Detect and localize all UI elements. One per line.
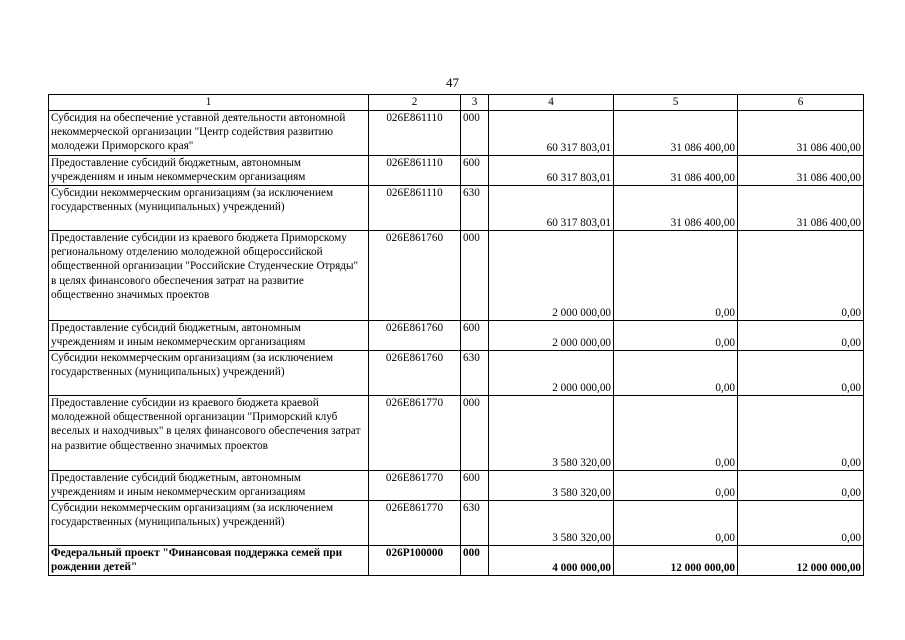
row-amount-col6: 31 086 400,00	[738, 186, 864, 231]
row-amount-col5: 12 000 000,00	[614, 546, 738, 576]
table-row	[49, 231, 864, 321]
row-amount-col4: 3 580 320,00	[489, 471, 614, 501]
row-amount-col4: 60 317 803,01	[489, 156, 614, 186]
table-row	[49, 111, 864, 156]
row-description: Предоставление субсидий бюджетным, автономным учреждениям и иным некоммерческим организациям	[49, 321, 369, 351]
table-row	[49, 501, 864, 546]
row-expense-type: 630	[461, 186, 489, 231]
row-description: Субсидии некоммерческим организациям (за исключением государственных (муниципальных) учреждений)	[49, 501, 369, 546]
row-amount-col6: 0,00	[738, 501, 864, 546]
row-amount-col4: 2 000 000,00	[489, 321, 614, 351]
page-number: 47	[446, 75, 459, 90]
row-expense-type: 000	[461, 396, 489, 471]
table-header-row	[49, 95, 864, 111]
row-amount-col5: 0,00	[614, 396, 738, 471]
row-expense-type: 600	[461, 321, 489, 351]
row-target-code: 026E861770	[369, 396, 461, 471]
row-amount-col6: 0,00	[738, 321, 864, 351]
row-amount-col6: 31 086 400,00	[738, 156, 864, 186]
row-amount-col6: 31 086 400,00	[738, 111, 864, 156]
table-row	[49, 321, 864, 351]
row-target-code: 026E861760	[369, 321, 461, 351]
row-target-code: 026E861760	[369, 231, 461, 321]
row-target-code: 026E861770	[369, 471, 461, 501]
row-amount-col4: 60 317 803,01	[489, 186, 614, 231]
row-amount-col5: 31 086 400,00	[614, 111, 738, 156]
header-cell-4: 4	[489, 95, 614, 111]
table-row	[49, 351, 864, 396]
row-amount-col6: 0,00	[738, 471, 864, 501]
table-row	[49, 396, 864, 471]
row-amount-col4: 60 317 803,01	[489, 111, 614, 156]
row-amount-col6: 0,00	[738, 231, 864, 321]
row-description: Федеральный проект "Финансовая поддержка семей при рождении детей"	[49, 546, 369, 576]
row-amount-col4: 2 000 000,00	[489, 231, 614, 321]
header-cell-3: 3	[461, 95, 489, 111]
row-description: Субсидии некоммерческим организациям (за исключением государственных (муниципальных) учреждений)	[49, 351, 369, 396]
row-amount-col5: 0,00	[614, 471, 738, 501]
row-expense-type: 600	[461, 156, 489, 186]
row-target-code: 026E861110	[369, 156, 461, 186]
row-expense-type: 600	[461, 471, 489, 501]
row-expense-type: 630	[461, 501, 489, 546]
row-target-code: 026E861110	[369, 111, 461, 156]
row-amount-col6: 0,00	[738, 396, 864, 471]
header-cell-2: 2	[369, 95, 461, 111]
row-description: Субсидии некоммерческим организациям (за исключением государственных (муниципальных) учреждений)	[49, 186, 369, 231]
row-amount-col6: 0,00	[738, 351, 864, 396]
row-target-code: 026P100000	[369, 546, 461, 576]
row-amount-col5: 0,00	[614, 321, 738, 351]
row-expense-type: 000	[461, 231, 489, 321]
row-amount-col5: 0,00	[614, 351, 738, 396]
table-row	[49, 156, 864, 186]
row-expense-type: 000	[461, 546, 489, 576]
row-amount-col5: 31 086 400,00	[614, 186, 738, 231]
row-target-code: 026E861770	[369, 501, 461, 546]
row-target-code: 026E861110	[369, 186, 461, 231]
row-expense-type: 630	[461, 351, 489, 396]
row-amount-col5: 0,00	[614, 501, 738, 546]
row-amount-col4: 3 580 320,00	[489, 396, 614, 471]
row-amount-col4: 4 000 000,00	[489, 546, 614, 576]
table-row	[49, 546, 864, 576]
table-row	[49, 186, 864, 231]
header-cell-6: 6	[738, 95, 864, 111]
row-description: Предоставление субсидий бюджетным, автономным учреждениям и иным некоммерческим организациям	[49, 471, 369, 501]
row-amount-col4: 2 000 000,00	[489, 351, 614, 396]
row-amount-col6: 12 000 000,00	[738, 546, 864, 576]
header-cell-5: 5	[614, 95, 738, 111]
row-amount-col5: 31 086 400,00	[614, 156, 738, 186]
row-amount-col5: 0,00	[614, 231, 738, 321]
row-description: Предоставление субсидии из краевого бюджета Приморскому региональному отделению молодежной общероссийской общественной организации "Российские Студенческие Отряды" в целях финансового обеспечения затрат на развитие общественно значимых проектов	[49, 231, 369, 321]
table-row	[49, 471, 864, 501]
row-description: Предоставление субсидии из краевого бюджета краевой молодежной общественной организации "Приморский клуб веселых и находчивых" в целях финансового обеспечения затрат на развитие общественно значимых проектов	[49, 396, 369, 471]
budget-table	[48, 94, 864, 576]
row-description: Предоставление субсидий бюджетным, автономным учреждениям и иным некоммерческим организациям	[49, 156, 369, 186]
row-description: Субсидия на обеспечение уставной деятельности автономной некоммерческой организации "Центр содействия развитию молодежи Приморского края"	[49, 111, 369, 156]
row-target-code: 026E861760	[369, 351, 461, 396]
row-expense-type: 000	[461, 111, 489, 156]
row-amount-col4: 3 580 320,00	[489, 501, 614, 546]
header-cell-1: 1	[49, 95, 369, 111]
